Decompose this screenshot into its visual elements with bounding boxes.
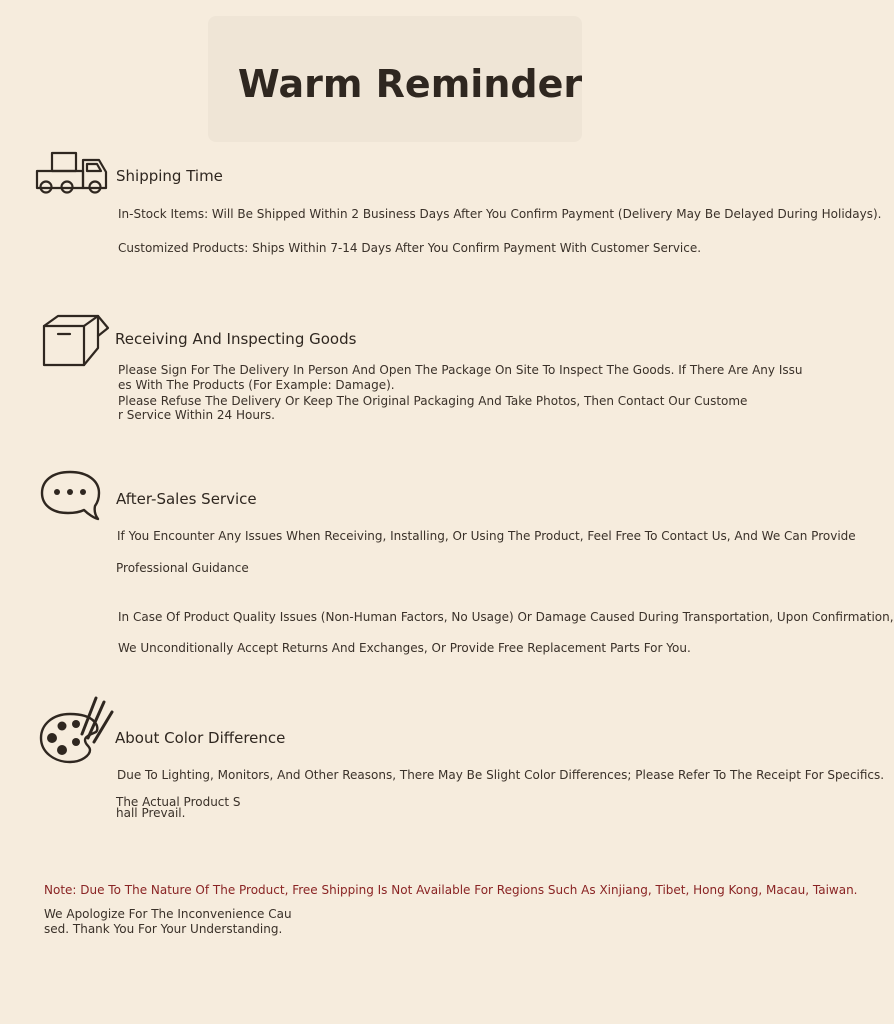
receiving-line-1: Please Sign For The Delivery In Person And Open The Package On Site To Inspect The Goods. If There Are Any Issu xyxy=(118,363,803,377)
receiving-heading: Receiving And Inspecting Goods xyxy=(115,330,357,348)
receiving-line-2: es With The Products (For Example: Damage). xyxy=(118,378,395,392)
box-icon xyxy=(40,314,110,370)
apology-line-1: We Apologize For The Inconvenience Cau xyxy=(44,907,292,921)
palette-icon xyxy=(40,692,116,764)
page-title: Warm Reminder xyxy=(237,62,583,106)
aftersales-line-1: If You Encounter Any Issues When Receiving, Installing, Or Using The Product, Feel Free To Contact Us, And We Can Provide xyxy=(117,529,856,543)
aftersales-line-2: Professional Guidance xyxy=(116,561,249,575)
shipping-heading: Shipping Time xyxy=(116,167,223,185)
color-line-2: The Actual Product S xyxy=(116,795,241,809)
shipping-note: Note: Due To The Nature Of The Product, Free Shipping Is Not Available For Regions Such As Xinjiang, Tibet, Hong Kong, Macau, Taiwan. xyxy=(44,883,858,897)
aftersales-line-4: We Unconditionally Accept Returns And Exchanges, Or Provide Free Replacement Parts For You. xyxy=(118,641,691,655)
aftersales-heading: After-Sales Service xyxy=(116,490,257,508)
shipping-line-1: In-Stock Items: Will Be Shipped Within 2 Business Days After You Confirm Payment (Delivery May Be Delayed During Holidays). xyxy=(118,207,882,221)
receiving-line-4: r Service Within 24 Hours. xyxy=(118,408,275,422)
color-heading: About Color Difference xyxy=(115,729,286,747)
color-line-1: Due To Lighting, Monitors, And Other Reasons, There May Be Slight Color Differences; Please Refer To The Receipt For Specifics. xyxy=(117,768,885,782)
aftersales-line-3: In Case Of Product Quality Issues (Non-Human Factors, No Usage) Or Damage Caused During Transportation, Upon Confirmation, xyxy=(118,610,894,624)
truck-icon xyxy=(34,150,124,198)
receiving-line-3: Please Refuse The Delivery Or Keep The Original Packaging And Take Photos, Then Contact Our Custome xyxy=(118,394,748,408)
apology-line-2: sed. Thank You For Your Understanding. xyxy=(44,922,283,936)
color-line-3: hall Prevail. xyxy=(116,806,186,820)
shipping-line-2: Customized Products: Ships Within 7-14 Days After You Confirm Payment With Customer Service. xyxy=(118,241,702,255)
chat-bubble-icon xyxy=(40,468,104,522)
